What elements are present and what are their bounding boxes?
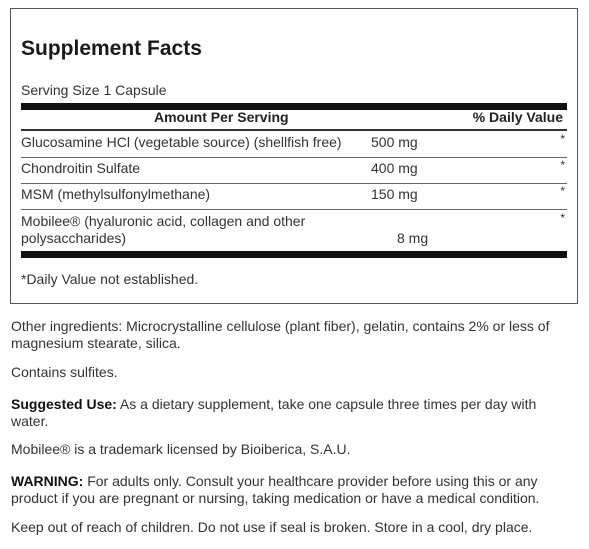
ingredient-name: Chondroitin Sulfate xyxy=(21,160,141,176)
facts-row-chondroitin xyxy=(21,160,567,180)
daily-value-marker: * xyxy=(560,132,565,146)
suggested-use-text: As a dietary supplement, take one capsule three times per day with water. xyxy=(11,396,537,429)
facts-title: Supplement Facts xyxy=(21,37,202,60)
row-divider xyxy=(21,209,567,210)
warning-text: For adults only. Consult your healthcare provider before using this or any product if you are pregnant or nursing, taking medication or have a medical condition. xyxy=(11,473,540,506)
suggested-use-label: Suggested Use: xyxy=(11,396,117,412)
facts-row-glucosamine xyxy=(21,134,567,154)
rule-under-header xyxy=(21,129,567,131)
storage-instructions: Keep out of reach of children. Do not use if seal is broken. Store in a cool, dry place. xyxy=(11,519,533,535)
supplement-facts-panel xyxy=(10,8,578,304)
row-divider xyxy=(21,157,567,158)
header-amount-per-serving: Amount Per Serving xyxy=(154,109,289,125)
serving-size: Serving Size 1 Capsule xyxy=(21,82,167,98)
facts-header-row xyxy=(21,109,567,125)
ingredient-name: Mobilee® (hyaluronic acid, collagen and other xyxy=(21,213,306,229)
facts-row-msm xyxy=(21,186,567,206)
daily-value-marker: * xyxy=(560,184,565,198)
ingredient-amount: 8 mg xyxy=(397,230,429,246)
ingredient-amount: 500 mg xyxy=(371,134,418,150)
sulfites-notice: Contains sulfites. xyxy=(11,364,118,380)
warning-label: WARNING: xyxy=(11,473,84,489)
rule-thick-bottom xyxy=(21,251,567,258)
row-divider xyxy=(21,183,567,184)
daily-value-marker: * xyxy=(560,158,565,172)
header-daily-value: % Daily Value xyxy=(472,109,563,125)
ingredient-name: Glucosamine HCl (vegetable source) (shellfish free) xyxy=(21,134,342,150)
other-ingredients: Other ingredients: Microcrystalline cellulose (plant fiber), gelatin, contains 2% or less of magnesium stearate, silica. xyxy=(11,318,550,351)
warning xyxy=(11,473,576,507)
facts-row-mobilee xyxy=(21,213,567,249)
ingredient-amount: 150 mg xyxy=(371,186,418,202)
ingredient-name: MSM (methylsulfonylmethane) xyxy=(21,186,211,202)
ingredient-name-continued: polysaccharides) xyxy=(21,230,127,246)
daily-value-footnote: *Daily Value not established. xyxy=(21,271,199,287)
daily-value-marker: * xyxy=(560,211,565,225)
trademark-notice: Mobilee® is a trademark licensed by Bioiberica, S.A.U. xyxy=(11,441,351,457)
ingredient-amount: 400 mg xyxy=(371,160,418,176)
suggested-use xyxy=(11,396,576,430)
